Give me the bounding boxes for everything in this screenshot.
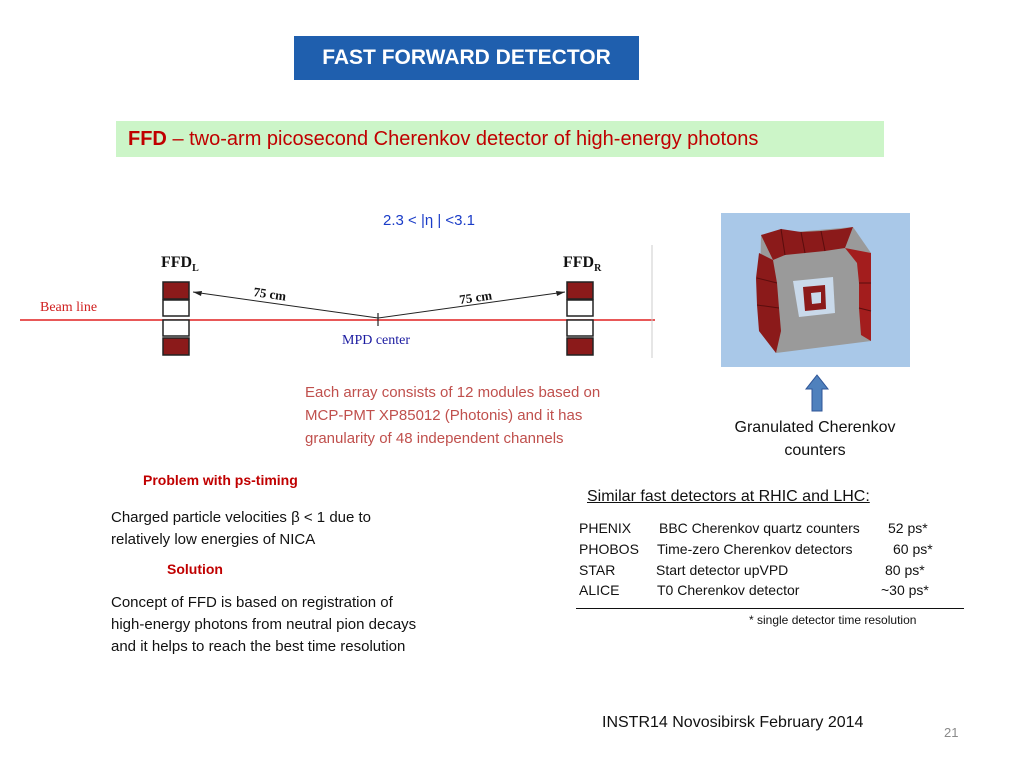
- up-arrow-icon: [804, 373, 830, 413]
- detectors-table: [579, 520, 964, 602]
- detector-desc: Start detector upVPD: [656, 562, 789, 578]
- cherenkov-counters-image: [721, 213, 910, 367]
- mpd-center-label: MPD center: [342, 333, 411, 348]
- right-module-top-red: [567, 282, 593, 299]
- slide-number: 21: [944, 725, 959, 740]
- left-distance-label: 75 cm: [252, 284, 288, 304]
- detector-name: STAR: [579, 562, 616, 578]
- detector-desc: T0 Cherenkov detector: [657, 582, 800, 598]
- left-detector-modules: [163, 282, 189, 355]
- table-row: [579, 520, 964, 541]
- right-module-bottom-white: [567, 320, 593, 336]
- array-description: Each array consists of 12 modules based on MCP-PMT XP85012 (Photonis) and it has granularity of 48 independent channels: [305, 384, 601, 447]
- subtitle-text: – two-arm picosecond Cherenkov detector of high-energy photons: [166, 128, 759, 150]
- similar-detectors-heading: Similar fast detectors at RHIC and LHC:: [587, 488, 870, 505]
- detector-res: 52 ps*: [888, 520, 928, 536]
- footer-text: INSTR14 Novosibirsk February 2014: [602, 714, 864, 731]
- solution-heading: Solution: [167, 561, 223, 577]
- problem-heading: Problem with ps-timing: [143, 472, 298, 488]
- detector-res: 60 ps*: [893, 541, 933, 557]
- left-module-bottom-red: [163, 338, 189, 355]
- right-detector-modules: [567, 282, 593, 355]
- detector-desc: BBC Cherenkov quartz counters: [659, 520, 860, 536]
- problem-text: Charged particle velocities β < 1 due to relatively low energies of NICA: [111, 509, 372, 548]
- right-distance-label: 75 cm: [458, 287, 493, 307]
- table-row: [579, 562, 964, 582]
- detector-name: PHOBOS: [579, 541, 639, 557]
- beam-line-label: Beam line: [40, 300, 98, 315]
- detector-name: PHENIX: [579, 520, 632, 536]
- right-module-bottom-red: [567, 338, 593, 355]
- solution-text: Concept of FFD is based on registration of high-energy photons from neutral pion decays and it helps to reach the best time resolution: [111, 594, 417, 655]
- detector-desc: Time-zero Cherenkov detectors: [657, 541, 853, 557]
- right-module-top-white: [567, 300, 593, 316]
- detector-res: ~30 ps*: [881, 582, 929, 598]
- footnote: * single detector time resolution: [749, 613, 917, 627]
- ffd-right-label: $FFD_R$: [563, 254, 602, 274]
- detector-res: 80 ps*: [885, 562, 925, 578]
- counters-caption: Granulated Cherenkov counters: [734, 419, 896, 459]
- table-divider: [576, 608, 964, 609]
- table-row: [579, 582, 964, 602]
- left-module-bottom-white: [163, 320, 189, 336]
- left-module-top-white: [163, 300, 189, 316]
- subtitle-bold: FFD: [128, 128, 167, 150]
- ffd-layout-diagram: [20, 240, 660, 365]
- table-row: [579, 541, 964, 562]
- ffd-left-label: $FFD_L$: [161, 254, 199, 274]
- slide-title: FAST FORWARD DETECTOR: [294, 36, 639, 80]
- pseudorapidity-label: 2.3 < |η | <3.1: [383, 212, 476, 229]
- detector-name: ALICE: [579, 582, 620, 598]
- subtitle-banner: [116, 121, 884, 157]
- left-module-top-red: [163, 282, 189, 299]
